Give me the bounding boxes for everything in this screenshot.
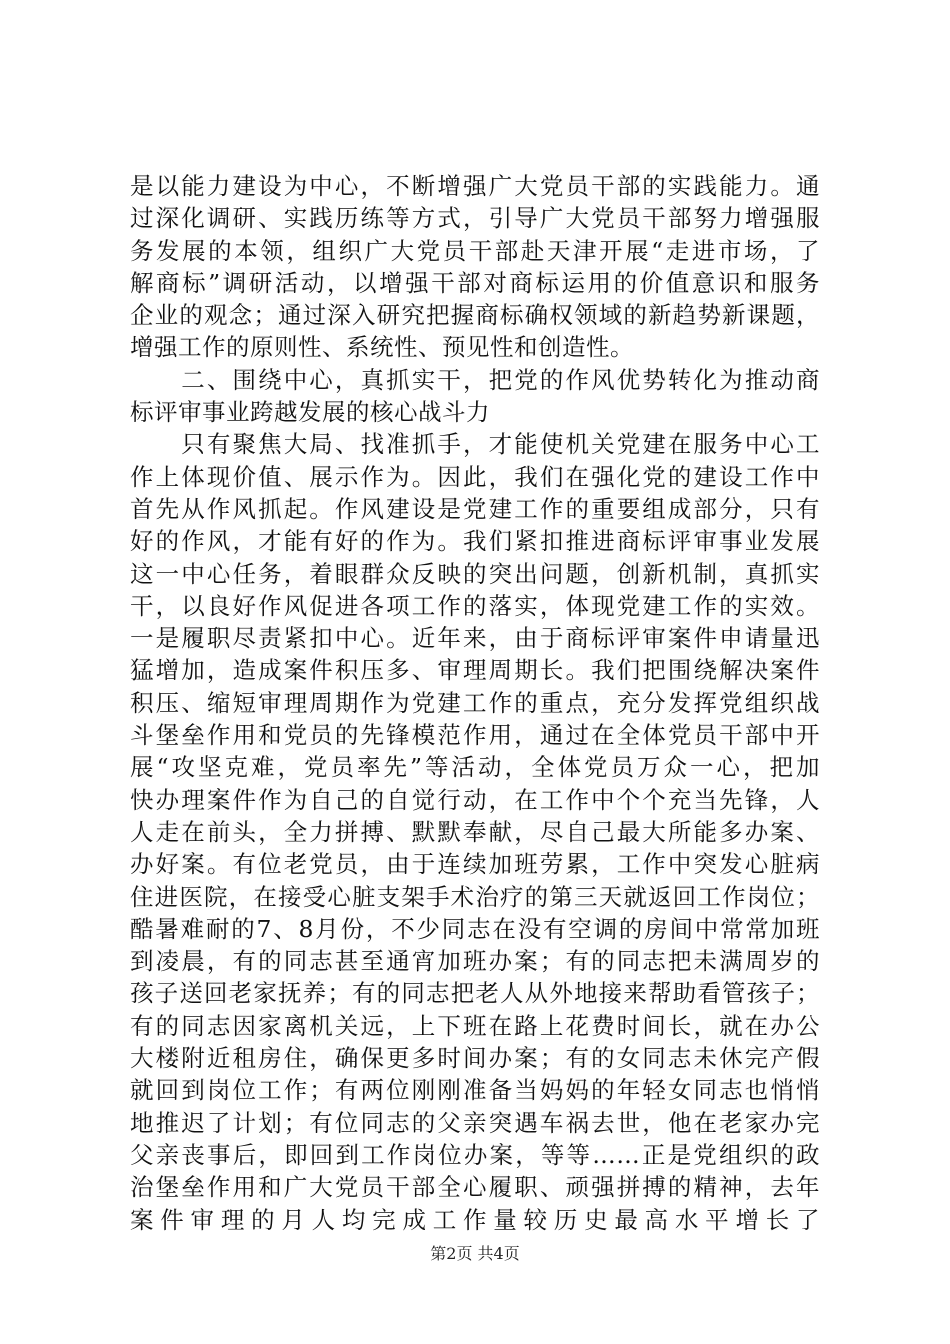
text-line: 一是履职尽责紧扣中心。近年来，由于商标评审案件申请量迅 <box>130 624 820 653</box>
document-body <box>130 170 820 1236</box>
text-line: 这一中心任务，着眼群众反映的突出问题，创新机制，真抓实 <box>130 559 820 588</box>
text-line: 地推迟了计划；有位同志的父亲突遇车祸去世，他在老家办完 <box>130 1108 820 1137</box>
text-line: 快办理案件作为自己的自觉行动，在工作中个个充当先锋，人 <box>130 785 820 814</box>
text-line: 猛增加，造成案件积压多、审理周期长。我们把围绕解决案件 <box>130 656 820 685</box>
text-line: 案件审理的月人均完成工作量较历史最高水平增长了 <box>130 1205 820 1234</box>
text-line: 到凌晨，有的同志甚至通宵加班办案；有的同志把未满周岁的 <box>130 947 820 976</box>
text-line: 就回到岗位工作；有两位刚刚准备当妈妈的年轻女同志也悄悄 <box>130 1076 820 1105</box>
text-line: 斗堡垒作用和党员的先锋模范作用，通过在全体党员干部中开 <box>130 721 820 750</box>
text-line: 人走在前头，全力拼搏、默默奉献，尽自己最大所能多办案、 <box>130 817 820 846</box>
text-line: 治堡垒作用和广大党员干部全心履职、顽强拼搏的精神，去年 <box>130 1173 820 1202</box>
text-line: 有的同志因家离机关远，上下班在路上花费时间长，就在办公 <box>130 1011 820 1040</box>
text-line: 好的作风，才能有好的作为。我们紧扣推进商标评审事业发展 <box>130 527 820 556</box>
text-line: 企业的观念；通过深入研究把握商标确权领域的新趋势新课题， <box>130 301 820 330</box>
text-line: 积压、缩短审理周期作为党建工作的重点，充分发挥党组织战 <box>130 688 820 717</box>
text-line: 只有聚焦大局、找准抓手，才能使机关党建在服务中心工 <box>130 430 820 459</box>
text-line: 增强工作的原则性、系统性、预见性和创造性。 <box>130 333 634 362</box>
page-footer: 第2页 共4页 <box>430 1244 520 1263</box>
text-line: 办好案。有位老党员，由于连续加班劳累，工作中突发心脏病 <box>130 850 820 879</box>
text-line: 展“攻坚克难，党员率先”等活动，全体党员万众一心，把加 <box>130 753 820 782</box>
text-line: 住进医院，在接受心脏支架手术治疗的第三天就返回工作岗位； <box>130 882 820 911</box>
text-line: 是以能力建设为中心，不断增强广大党员干部的实践能力。通 <box>130 172 820 200</box>
text-line: 孩子送回老家抚养；有的同志把老人从外地接来帮助看管孩子； <box>130 979 820 1008</box>
text-line: 父亲丧事后，即回到工作岗位办案，等等……正是党组织的政 <box>130 1140 820 1169</box>
text-line: 作上体现价值、展示作为。因此，我们在强化党的建设工作中 <box>130 462 820 491</box>
text-line: 酷暑难耐的7、8月份，不少同志在没有空调的房间中常常加班 <box>130 914 820 943</box>
text-line: 务发展的本领，组织广大党员干部赴天津开展“走进市场，了 <box>130 236 820 265</box>
text-line: 干，以良好作风促进各项工作的落实，体现党建工作的实效。 <box>130 591 820 620</box>
text-line: 解商标”调研活动，以增强干部对商标运用的价值意识和服务 <box>130 268 820 297</box>
text-line: 大楼附近租房住，确保更多时间办案；有的女同志未休完产假 <box>130 1044 820 1073</box>
text-line: 二、围绕中心，真抓实干，把党的作风优势转化为推动商 <box>130 365 820 394</box>
text-line: 首先从作风抓起。作风建设是党建工作的重要组成部分，只有 <box>130 494 820 523</box>
text-line: 过深化调研、实践历练等方式，引导广大党员干部努力增强服 <box>130 204 820 233</box>
text-line: 标评审事业跨越发展的核心战斗力 <box>130 398 490 427</box>
